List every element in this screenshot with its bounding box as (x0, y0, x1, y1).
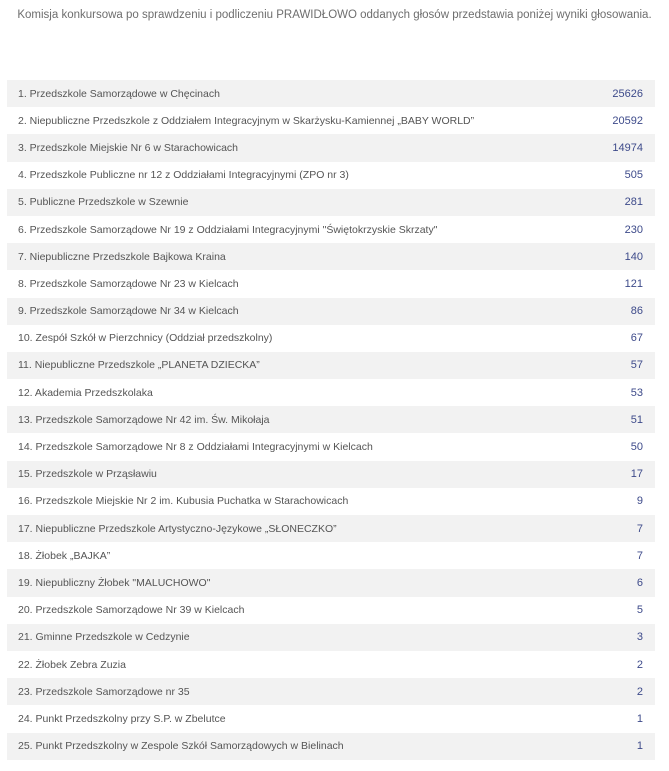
result-row (7, 651, 655, 678)
result-row (7, 80, 655, 107)
result-votes: 53 (630, 386, 643, 399)
result-votes: 505 (624, 169, 643, 182)
result-name: 24. Punkt Przedszkolny przy S.P. w Zbelutce (18, 712, 226, 725)
result-votes: 5 (636, 604, 643, 617)
result-votes: 25626 (612, 87, 643, 100)
result-votes: 9 (636, 495, 643, 508)
result-row (7, 678, 655, 705)
result-name: 22. Żłobek Zebra Zuzia (18, 658, 126, 671)
result-row (7, 461, 655, 488)
result-name: 25. Punkt Przedszkolny w Zespole Szkół Samorządowych w Bielinach (18, 740, 344, 753)
result-row (7, 542, 655, 569)
result-votes: 14974 (612, 141, 643, 154)
result-votes: 1 (636, 712, 643, 725)
result-name: 12. Akademia Przedszkolaka (18, 386, 153, 399)
result-row (7, 406, 655, 433)
result-votes: 6 (636, 576, 643, 589)
result-name: 14. Przedszkole Samorządowe Nr 8 z Oddziałami Integracyjnymi w Kielcach (18, 441, 373, 454)
result-row (7, 243, 655, 270)
result-row (7, 624, 655, 651)
result-name: 21. Gminne Przedszkole w Cedzynie (18, 631, 190, 644)
result-row (7, 597, 655, 624)
result-row (7, 569, 655, 596)
result-votes: 2 (636, 685, 643, 698)
result-votes: 1 (636, 740, 643, 753)
result-votes: 140 (624, 250, 643, 263)
result-votes: 230 (624, 223, 643, 236)
result-votes: 7 (636, 522, 643, 535)
result-row (7, 216, 655, 243)
result-name: 10. Zespół Szkół w Pierzchnicy (Oddział przedszkolny) (18, 332, 273, 345)
result-row (7, 352, 655, 379)
result-name: 5. Publiczne Przedszkole w Szewnie (18, 196, 189, 209)
result-row (7, 134, 655, 161)
result-votes: 17 (630, 468, 643, 481)
result-votes: 67 (630, 332, 643, 345)
result-name: 18. Żłobek „BAJKA” (18, 549, 111, 562)
result-row (7, 189, 655, 216)
result-name: 23. Przedszkole Samorządowe nr 35 (18, 685, 190, 698)
intro-text: Komisja konkursowa po sprawdzeniu i podliczeniu PRAWIDŁOWO oddanych głosów przedstawia poniżej wyniki głosowania. (17, 9, 652, 21)
result-row (7, 488, 655, 515)
result-row (7, 515, 655, 542)
result-votes: 57 (630, 359, 643, 372)
result-name: 4. Przedszkole Publiczne nr 12 z Oddziałami Integracyjnymi (ZPO nr 3) (18, 169, 349, 182)
result-name: 9. Przedszkole Samorządowe Nr 34 w Kielcach (18, 305, 239, 318)
result-name: 16. Przedszkole Miejskie Nr 2 im. Kubusia Puchatka w Starachowicach (18, 495, 349, 508)
result-row (7, 433, 655, 460)
result-row (7, 705, 655, 732)
result-votes: 3 (636, 631, 643, 644)
result-name: 3. Przedszkole Miejskie Nr 6 w Starachowicach (18, 141, 238, 154)
result-name: 7. Niepubliczne Przedszkole Bajkowa Kraina (18, 250, 226, 263)
result-row (7, 379, 655, 406)
result-votes: 50 (630, 441, 643, 454)
result-name: 8. Przedszkole Samorządowe Nr 23 w Kielcach (18, 277, 239, 290)
result-name: 1. Przedszkole Samorządowe w Chęcinach (18, 87, 220, 100)
result-name: 17. Niepubliczne Przedszkole Artystyczno-Językowe „SŁONECZKO” (18, 522, 337, 535)
result-name: 11. Niepubliczne Przedszkole „PLANETA DZIECKA” (18, 359, 260, 372)
result-votes: 51 (630, 413, 643, 426)
result-row (7, 107, 655, 134)
result-votes: 20592 (612, 114, 643, 127)
results-list (7, 80, 655, 760)
result-row (7, 325, 655, 352)
result-row (7, 270, 655, 297)
result-row (7, 733, 655, 760)
result-votes: 86 (630, 305, 643, 318)
result-name: 13. Przedszkole Samorządowe Nr 42 im. Św. Mikołaja (18, 413, 270, 426)
result-name: 6. Przedszkole Samorządowe Nr 19 z Oddziałami Integracyjnymi "Świętokrzyskie Skrzaty" (18, 223, 438, 236)
result-row (7, 298, 655, 325)
result-votes: 121 (624, 277, 643, 290)
result-votes: 7 (636, 549, 643, 562)
result-name: 2. Niepubliczne Przedszkole z Oddziałem Integracyjnym w Skarżysku-Kamiennej „BABY WORLD” (18, 114, 475, 127)
result-name: 19. Niepubliczny Żłobek "MALUCHOWO" (18, 576, 211, 589)
result-name: 15. Przedszkole w Prząsławiu (18, 468, 157, 481)
result-name: 20. Przedszkole Samorządowe Nr 39 w Kielcach (18, 604, 245, 617)
result-row (7, 162, 655, 189)
result-votes: 2 (636, 658, 643, 671)
result-votes: 281 (624, 196, 643, 209)
